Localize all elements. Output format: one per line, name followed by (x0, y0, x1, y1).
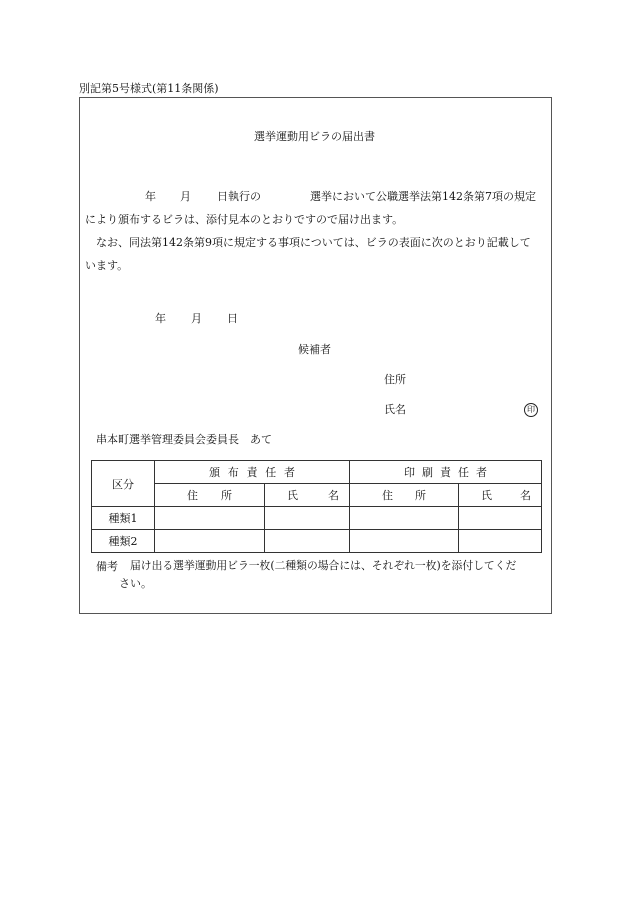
date-day: 日 (227, 312, 238, 325)
form-number-label: 別記第5号様式(第11条関係) (79, 82, 219, 95)
table-row (92, 530, 542, 553)
address-label: 住所 (384, 373, 406, 386)
distributor-name-header: 氏 名 (265, 484, 350, 507)
body-year: 年 (145, 190, 156, 203)
printer-name-cell (459, 530, 542, 553)
remark-line2: さい。 (119, 577, 152, 590)
distributor-address-cell (155, 507, 265, 530)
distributor-name-cell (265, 507, 350, 530)
distributor-header: 頒 布 責 任 者 (155, 461, 350, 484)
category-header: 区分 (92, 461, 155, 507)
date-month: 月 (191, 312, 202, 325)
body-line4: います。 (85, 259, 129, 272)
body-held-label: 日執行の (217, 190, 261, 203)
remark-label: 備考 (96, 560, 118, 573)
body-line3: なお、同法第142条第9項に規定する事項については、ビラの表面に次のとおり記載して (96, 236, 531, 249)
name-label: 氏名 (384, 403, 406, 416)
body-month: 月 (180, 190, 191, 203)
seal-mark-icon: 印 (524, 403, 538, 417)
distributor-name-cell (265, 530, 350, 553)
printer-header: 印 刷 責 任 者 (350, 461, 542, 484)
printer-name-header: 氏 名 (459, 484, 542, 507)
row-label: 種類2 (92, 530, 155, 553)
candidate-label: 候補者 (298, 343, 331, 356)
table-row (92, 507, 542, 530)
printer-address-header: 住 所 (350, 484, 459, 507)
body-line2: により頒布するビラは、添付見本のとおりですので届け出ます。 (85, 213, 404, 226)
date-year: 年 (155, 312, 166, 325)
printer-address-cell (350, 507, 459, 530)
responsibility-table (91, 460, 542, 553)
printer-name-cell (459, 507, 542, 530)
row-label: 種類1 (92, 507, 155, 530)
distributor-address-header: 住 所 (155, 484, 265, 507)
distributor-address-cell (155, 530, 265, 553)
remark-line1: 届け出る選挙運動用ビラ一枚(二種類の場合には、それぞれ一枚)を添付してくだ (130, 559, 517, 572)
form-title: 選挙運動用ビラの届出書 (254, 130, 375, 143)
printer-address-cell (350, 530, 459, 553)
addressee: 串本町選挙管理委員会委員長 あて (96, 433, 272, 446)
body-line1-rest: 選挙において公職選挙法第142条第7項の規定 (310, 190, 536, 203)
